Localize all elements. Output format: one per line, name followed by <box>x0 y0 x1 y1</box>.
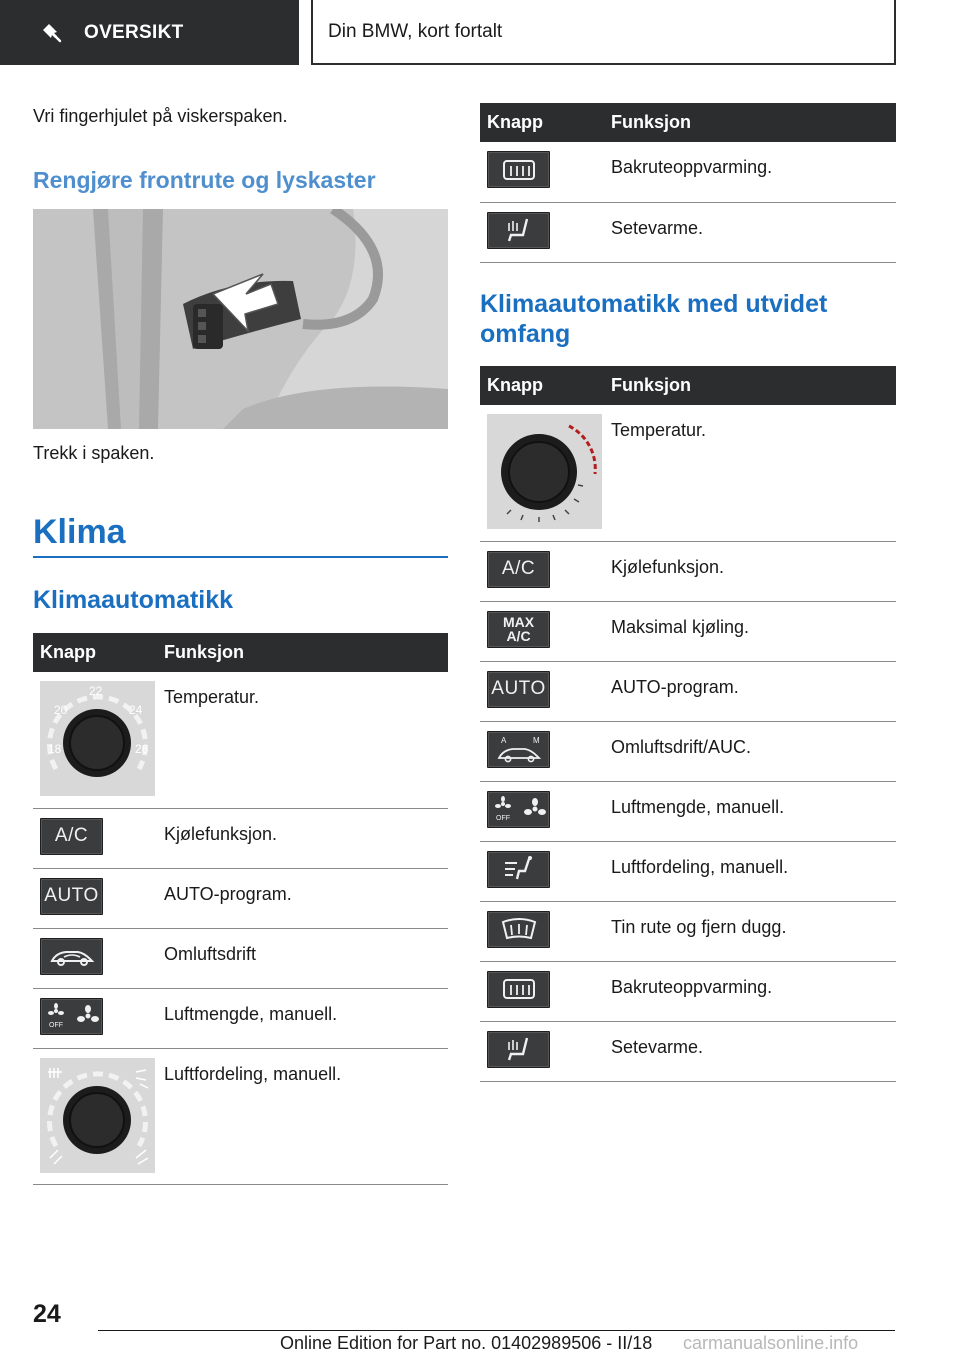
table-row <box>480 661 896 721</box>
rear-defrost-seat-table <box>480 103 896 263</box>
extended-climate-table <box>480 366 896 1082</box>
table-row <box>480 841 896 901</box>
function-label: Tin rute og fjern dugg. <box>604 901 896 961</box>
air-distribution-button-icon <box>487 851 550 888</box>
function-label: AUTO-program. <box>604 661 896 721</box>
wash-heading: Rengjøre frontrute og lyskaster <box>33 167 376 193</box>
temp-scale-20: 20 <box>54 703 68 717</box>
table-header-row <box>480 103 896 142</box>
climate-heading: Klima <box>33 513 126 551</box>
table-row <box>480 781 896 841</box>
function-label: Luftfordeling, manuell. <box>604 841 896 901</box>
ac-button-icon: A/C <box>487 551 550 588</box>
function-label: Bakruteoppvarming. <box>604 142 896 202</box>
function-label: Omluftsdrift/AUC. <box>604 721 896 781</box>
table-row <box>480 961 896 1021</box>
col-function-header: Funksjon <box>157 633 448 672</box>
svg-text:OFF: OFF <box>495 815 510 822</box>
svg-text:M: M <box>532 736 540 745</box>
col-button-header: Knapp <box>480 103 604 142</box>
function-label: Temperatur. <box>604 405 896 541</box>
table-row <box>33 928 448 988</box>
edition-text: Online Edition for Part no. 01402989506 - II/18 <box>280 1333 653 1353</box>
col-function-header: Funksjon <box>604 366 896 405</box>
recirculation-button-icon <box>40 938 103 975</box>
intro-text: Vri fingerhjulet på viskerspaken. <box>33 106 288 126</box>
watermark-text: carmanualsonline.info <box>683 1333 859 1353</box>
function-label: Maksimal kjøling. <box>604 601 896 661</box>
air-distribution-knob-icon <box>40 1058 155 1173</box>
table-row <box>33 672 448 808</box>
defrost-windshield-button-icon <box>487 911 550 948</box>
wiper-lever-illustration <box>33 209 448 429</box>
temp-scale-26: 26 <box>135 742 149 756</box>
seat-heating-button-icon <box>487 212 550 249</box>
function-label: Luftfordeling, manuell. <box>157 1048 448 1184</box>
svg-text:OFF: OFF <box>48 1022 63 1029</box>
table-row <box>480 601 896 661</box>
temp-scale-18: 18 <box>48 742 62 756</box>
temp-scale-22: 22 <box>89 684 103 698</box>
climate-auto-table <box>33 633 448 1185</box>
temperature-knob-icon <box>40 681 155 796</box>
function-label: AUTO-program. <box>157 868 448 928</box>
col-function-header: Funksjon <box>604 103 896 142</box>
table-row <box>480 721 896 781</box>
fan-button-icon <box>487 791 550 828</box>
rear-defrost-button-icon <box>487 151 550 188</box>
extended-climate-heading: Klimaautomatikk med utvidet omfang <box>480 290 828 348</box>
svg-text:A: A <box>500 736 506 745</box>
auto-climate-heading: Klimaautomatikk <box>33 586 234 614</box>
function-label: Luftmengde, manuell. <box>604 781 896 841</box>
wiper-lever-photo <box>33 209 448 429</box>
table-row <box>480 541 896 601</box>
function-label: Kjølefunksjon. <box>604 541 896 601</box>
function-label: Omluftsdrift <box>157 928 448 988</box>
footer-rule <box>98 1330 895 1331</box>
table-row <box>33 988 448 1048</box>
wash-caption: Trekk i spaken. <box>33 443 155 463</box>
function-label: Kjølefunksjon. <box>157 808 448 868</box>
recirculation-auc-button-icon <box>487 731 550 768</box>
auto-button-icon: AUTO <box>487 671 550 708</box>
table-row <box>480 1021 896 1081</box>
col-button-header: Knapp <box>33 633 157 672</box>
col-button-header: Knapp <box>480 366 604 405</box>
section-tab[interactable] <box>0 0 299 65</box>
temp-scale-24: 24 <box>129 703 143 717</box>
fan-button-icon <box>40 998 103 1035</box>
table-header-row <box>480 366 896 405</box>
section-label: OVERSIKT <box>84 21 184 43</box>
chapter-title-box <box>311 0 896 65</box>
table-row <box>480 202 896 262</box>
page-number: 24 <box>33 1300 61 1328</box>
seat-heating-button-icon <box>487 1031 550 1068</box>
temperature-knob-icon <box>487 414 602 529</box>
table-row <box>33 868 448 928</box>
function-label: Luftmengde, manuell. <box>157 988 448 1048</box>
function-label: Setevarme. <box>604 202 896 262</box>
function-label: Setevarme. <box>604 1021 896 1081</box>
function-label: Bakruteoppvarming. <box>604 961 896 1021</box>
pushpin-icon <box>40 20 66 46</box>
table-header-row <box>33 633 448 672</box>
climate-heading-rule <box>33 556 448 558</box>
rear-defrost-button-icon <box>487 971 550 1008</box>
table-row <box>480 142 896 202</box>
table-row <box>480 901 896 961</box>
chapter-title: Din BMW, kort fortalt <box>328 20 503 42</box>
table-row <box>33 808 448 868</box>
function-label: Temperatur. <box>157 672 448 808</box>
max-ac-button-icon: MAX A/C <box>487 611 550 648</box>
auto-button-icon: AUTO <box>40 878 103 915</box>
table-row <box>33 1048 448 1184</box>
ac-button-icon: A/C <box>40 818 103 855</box>
table-row <box>480 405 896 541</box>
